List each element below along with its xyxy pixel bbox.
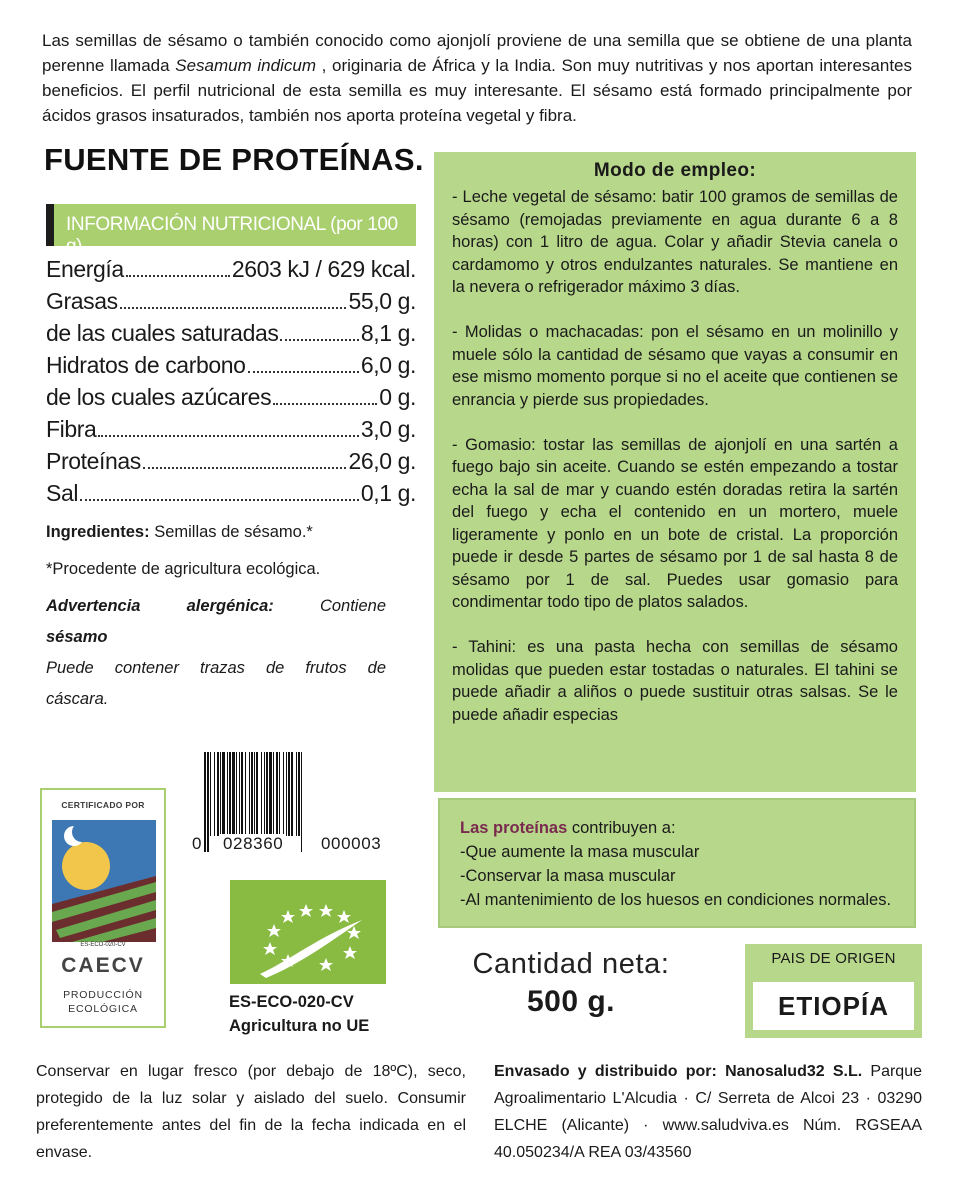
barcode-bar [279,752,280,836]
leader-dots [248,367,359,373]
organic-note: *Procedente de agricultura ecológica. [46,560,321,578]
nutrient-value: 26,0 g. [348,448,416,474]
caecv-production [42,988,164,1016]
proteins-intro: contribuyen a: [567,819,676,837]
nutrient-label: Proteínas [46,448,141,474]
nutrient-value: 2603 kJ / 629 kcal. [231,256,416,282]
nutrition-row [46,352,416,384]
usage-paragraph: - Tahini: es una pasta hecha con semillas de sésamo molidas que pueden estar tostadas o naturales. El tahini se puede añadir a aliños o puede sustituir otras salsas. Se le puede añadir especias [452,638,898,724]
eu-organic-info [229,990,369,1038]
allergen-text: Contiene [273,597,386,615]
certified-by-label: CERTIFICADO POR [61,800,145,810]
nutrient-value: 6,0 g. [360,352,416,378]
barcode-bar [227,752,228,836]
nutrition-row [46,480,416,512]
barcode-bar [245,752,246,836]
usage-panel [434,152,916,792]
barcode-bar [207,752,209,852]
nutrition-header-label: INFORMACIÓN NUTRICIONAL (por 100 g) [66,214,398,257]
barcode-bar [229,752,231,836]
leader-dots [80,495,359,501]
country-of-origin [745,944,922,1038]
barcode-bar [214,752,215,836]
barcode-bar [210,752,211,836]
barcode-bar [256,752,258,836]
nutrition-row [46,384,416,416]
leader-dots [280,335,358,341]
barcode-bar [269,752,272,836]
caecv-production-line-2: ECOLÓGICA [68,1003,138,1015]
distributor-label: Envasado y distribuido por: Nanosalud32 S.L. [494,1063,863,1080]
eu-leaf-stars-icon [230,880,386,984]
barcode-bar [251,752,253,836]
nutrient-value: 0,1 g. [360,480,416,506]
usage-title: Modo de empleo: [593,160,757,181]
nutrient-label: de los cuales azúcares [46,384,272,410]
nutrition-row [46,288,416,320]
intro-paragraph [42,28,912,128]
nutrition-row [46,416,416,448]
page-title: FUENTE DE PROTEÍNAS. [44,142,424,177]
barcode-bar [239,752,240,836]
barcode-left-digit: 0 [192,834,203,853]
nutrition-table [46,256,416,512]
nutrition-header [46,204,416,257]
barcode-bar [236,752,237,836]
species-name: Sesamum indicum [175,56,316,75]
barcode-bar [283,752,284,836]
caecv-code: ES-ECO-020-CV [80,942,126,948]
barcode-bar [266,752,268,836]
leader-dots [143,463,347,469]
intro-text-1: Las semillas de sésamo o también conocido como ajonjolí proviene de una semilla que se obtiene de una planta perenne llamada [42,31,912,75]
barcode-bar [296,752,297,836]
allergen-line [46,592,386,623]
proteins-item: -Que aumente la masa muscular [460,843,700,861]
traces-line-1: Puede contener trazas de frutos de [46,659,386,677]
proteins-item: -Conservar la masa muscular [460,867,676,885]
barcode-bar [288,752,290,836]
usage-paragraph: - Leche vegetal de sésamo: batir 100 gramos de semillas de sésamo (remojadas previamente en agua durante 6 a 8 horas) con 1 litro de agua. Colar y añadir Stevia canela o cardamomo y otros endulzantes naturales. Se mantiene en la nevera o refrigerador máximo 3 días. [452,188,898,296]
leader-dots [126,271,230,277]
proteins-item: -Al mantenimiento de los huesos en condiciones normales. [460,891,892,909]
distributor-text: Parque Agroalimentario L'Alcudia · C/ Serreta de Alcoi 23 · 03290 ELCHE (Alicante) · www.saludviva.es Núm. RGSEAA 40.050234/A REA 03/43560 [494,1063,923,1161]
nutrient-label: Energía [46,256,124,282]
proteins-intro-line [460,816,900,840]
barcode-bar [276,752,278,836]
nutrient-label: Hidratos de carbono [46,352,246,378]
nutrient-value: 0 g. [379,384,416,410]
barcode-bar [249,752,250,836]
allergen-item: sésamo [46,628,108,646]
barcode-bar [232,752,235,836]
traces-line-2: cáscara. [46,690,109,708]
proteins-text [460,816,900,912]
leader-dots [120,303,347,309]
ingredients-block [46,518,386,716]
net-quantity-value: 500 g. [526,985,616,1018]
nutrition-row [46,448,416,480]
country-label: PAIS DE ORIGEN [771,950,896,967]
ingredients-label: Ingredientes: [46,523,150,541]
ingredients-value: Semillas de sésamo.* [149,523,313,541]
barcode-bar [261,752,262,836]
country-value: ETIOPÍA [777,991,889,1021]
caecv-certification-logo [40,788,166,1028]
barcode-bar [204,752,206,852]
usage-paragraph: - Molidas o machacadas: pon el sésamo en un molinillo y muele sólo la cantidad de sésamo que vayas a consumir en ese mismo momento porque si no el aceite que contienen se enrancia y pierde sus propiedades. [452,323,898,409]
barcode-bar [222,752,225,836]
barcode-bar [286,752,287,836]
nutrient-label: Sal [46,480,79,506]
proteins-panel [438,798,916,928]
nutrition-row [46,320,416,352]
allergen-item-line [46,623,386,654]
barcode-bar [217,752,219,836]
allergen-label: Advertencia alergénica: [46,597,274,615]
nutrient-label: Fibra [46,416,97,442]
nutrient-label: Grasas [46,288,118,314]
nutrition-row [46,256,416,288]
barcode-bar [241,752,243,836]
nutrient-value: 3,0 g. [360,416,416,442]
eu-code: ES-ECO-020-CV [229,993,354,1011]
nutrient-value: 8,1 g. [360,320,416,346]
barcode [190,752,414,858]
country-value-box [753,982,914,1030]
usage-paragraph: - Gomasio: tostar las semillas de ajonjolí en una sartén a fuego bajo sin aceite. Cuando se estén empezando a tostar echa la sal de mar y cuando estén doradas retira la sartén del fuego y echa el contenido en un mortero, muele ligeramente y ponlo en un bote de cristal. La proporción puede ir desde 5 partes de sésamo por 1 de sal hasta 8 de sésamo por 1 de sal. Puedes usar gomasio para condimentar todo tipo de platos salados. [452,435,898,611]
net-quantity-label: Cantidad neta: [472,948,670,980]
barcode-bar [220,752,221,836]
leader-dots [273,399,377,405]
distributor-info [494,1058,922,1166]
ingredients-line [46,518,386,549]
eu-agriculture-origin: Agricultura no UE [229,1017,370,1035]
barcode-bar [264,752,265,836]
eu-organic-leaf-logo [230,880,386,984]
caecv-landscape-icon [52,820,156,942]
nutrient-label: de las cuales saturadas [46,320,279,346]
intro-text-2: , originaria de África y la India. Son muy nutritivas y nos aportan interesantes beneficios. El perfil nutricional de esta semilla es muy interesante. El sésamo está formado principalmente por ácidos grasos insaturados, también nos aporta proteína vegetal y fibra. [42,56,913,125]
net-quantity [440,948,702,1019]
caecv-brand: CAECV [61,954,145,977]
barcode-bar [301,752,302,852]
storage-instructions: Conservar en lugar fresco (por debajo de 18ºC), seco, protegido de la luz solar y aislado del suelo. Consumir preferentemente antes del fin de la fecha indicada en el envase. [36,1063,466,1161]
proteins-accent: Las proteínas [460,819,568,837]
leader-dots [98,431,358,437]
usage-text [452,186,898,749]
caecv-production-line-1: PRODUCCIÓN [63,989,143,1001]
nutrient-value: 55,0 g. [348,288,416,314]
barcode-bar [273,752,274,836]
barcode-bar [291,752,293,836]
barcode-group-2: 000003 [318,834,384,854]
barcode-bar [298,752,300,836]
barcode-group-1: 028360 [220,834,286,854]
